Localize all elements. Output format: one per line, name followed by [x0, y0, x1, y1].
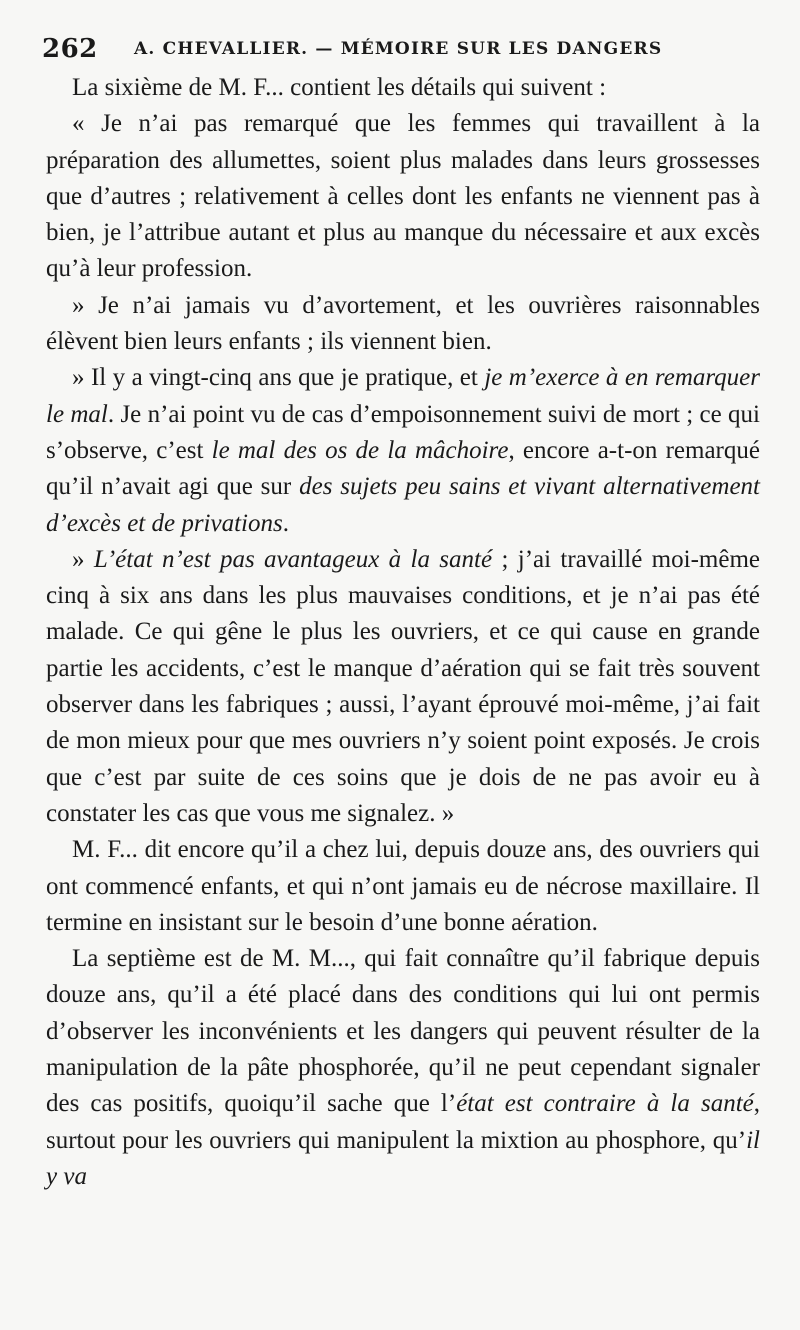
paragraph-text: . [282, 509, 289, 537]
paragraph-6 [46, 832, 760, 941]
paragraph-text: » Je n’ai jamais vu d’avortement, et les ouvrières raisonnables élèvent bien leurs enfants ; ils viennent bien. [46, 291, 760, 356]
paragraph-text: . Je n’ai point vu de cas d’empoisonnement suivi de mort ; ce qui s’observe, c’est [46, 400, 761, 464]
paragraph-text: » Il y a vingt-cinq ans que je pratique, et [72, 364, 485, 392]
paragraph-7 [46, 941, 760, 1195]
paragraph-text: M. F... dit encore qu’il a chez lui, depuis douze ans, des ouvriers qui ont commencé enfants, et qui n’ont jamais eu de nécrose maxillaire. Il termine en insistant sur le besoin d’une bonne aération. [46, 836, 760, 936]
paragraph-text: La sixième de M. F... contient les détails qui suivent : [72, 74, 607, 101]
paragraph-text: , surtout pour les ouvriers qui manipulent la mixtion au phosphore, qu’ [46, 1090, 760, 1154]
body-text [46, 70, 760, 1195]
page-number: 262 [42, 34, 98, 64]
italic-text: il y va [46, 1126, 760, 1190]
paragraph-4 [46, 360, 760, 541]
paragraph-3 [46, 288, 760, 361]
italic-text: je m’exerce à en remarquer le mal [46, 364, 760, 428]
running-head: A. CHEVALLIER. — MÉMOIRE SUR LES DANGERS [134, 39, 663, 59]
paragraph-5 [46, 542, 760, 832]
paragraph-text: La septième est de M. M..., qui fait connaître qu’il fabrique depuis douze ans, qu’il a été placé dans des conditions qui lui ont permis d’observer les inconvénients et les dangers qui peuvent résulter de la manipulation de la pâte phosphorée, qu’il ne peut cependant signaler des cas positifs, quoiqu’il sache que l’ [46, 945, 760, 1118]
italic-text: des sujets peu sains et vivant alternativement d’excès et de privations [46, 473, 761, 537]
italic-text: le mal des os de la mâchoire [211, 436, 509, 464]
page-header [42, 34, 762, 70]
italic-text: état est contraire à la santé [456, 1090, 754, 1118]
paragraph-2 [46, 106, 760, 287]
paragraph-text: , encore a-t-on remarqué qu’il n’avait agi que sur [46, 436, 760, 501]
italic-text: L’état n’est pas avantageux à la santé [93, 545, 493, 573]
paragraph-text: » [72, 545, 94, 573]
paragraph-1 [46, 70, 760, 106]
paragraph-text: ; j’ai travaillé moi-même cinq à six ans dans les plus mauvaises conditions, et je n’ai pas été malade. Ce qui gêne le plus les ouvriers, et ce qui cause en grande partie les accidents, c’est le manque d’aération qui se fait très souvent observer dans les fabriques ; aussi, l’ayant éprouvé moi-même, j’ai fait de mon mieux pour que mes ouvriers n’y soient point exposés. Je crois que c’est par suite de ces soins que je dois de ne pas avoir eu à constater les cas que vous me signalez. » [46, 545, 760, 827]
paragraph-text: « Je n’ai pas remarqué que les femmes qui travaillent à la préparation des allumettes, soient plus malades dans leurs grossesses que d’autres ; relativement à celles dont les enfants ne viennent pas à bien, je l’attribue autant et plus au manque du nécessaire et aux excès qu’à leur profession. [46, 110, 760, 283]
